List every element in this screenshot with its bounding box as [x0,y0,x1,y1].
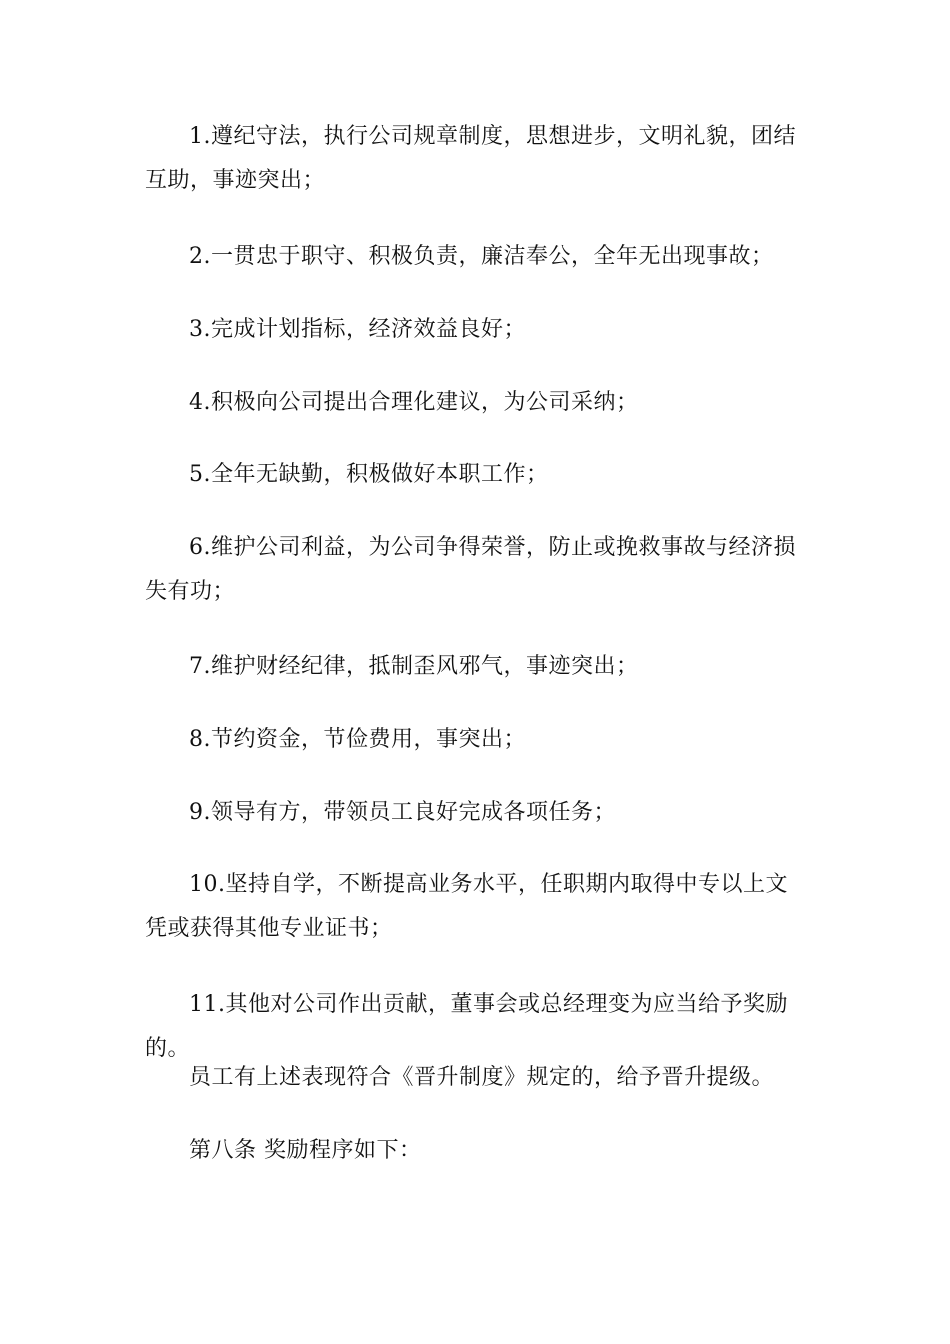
section-heading: 第八条 奖励程序如下： [189,1138,422,1163]
paragraph-summary: 员工有上述表现符合《晋升制度》规定的，给予晋升提级。 [189,1065,775,1090]
paragraph-item-8: 8.节约资金，节俭费用，事突出； [189,727,526,752]
paragraph-item-6: 6.维护公司利益，为公司争得荣誉，防止或挽救事故与经济损失有功； [145,535,796,604]
paragraph-item-3: 3.完成计划指标，经济效益良好； [189,317,526,342]
paragraph-item-5: 5.全年无缺勤，积极做好本职工作； [189,462,549,487]
paragraph-item-7: 7.维护财经纪律，抵制歪风邪气，事迹突出； [189,654,639,679]
paragraph-item-2: 2.一贯忠于职守、积极负责，廉洁奉公，全年无出现事故； [189,244,774,269]
paragraph-item-10: 10.坚持自学，不断提高业务水平，任职期内取得中专以上文凭或获得其他专业证书； [145,872,788,941]
paragraph-item-1: 1.遵纪守法，执行公司规章制度，思想进步，文明礼貌，团结互助，事迹突出； [145,124,796,193]
paragraph-item-11: 11.其他对公司作出贡献，董事会或总经理变为应当给予奖励的。 [145,992,788,1061]
paragraph-item-4: 4.积极向公司提出合理化建议，为公司采纳； [189,390,639,415]
paragraph-item-9: 9.领导有方，带领员工良好完成各项任务； [189,800,616,825]
